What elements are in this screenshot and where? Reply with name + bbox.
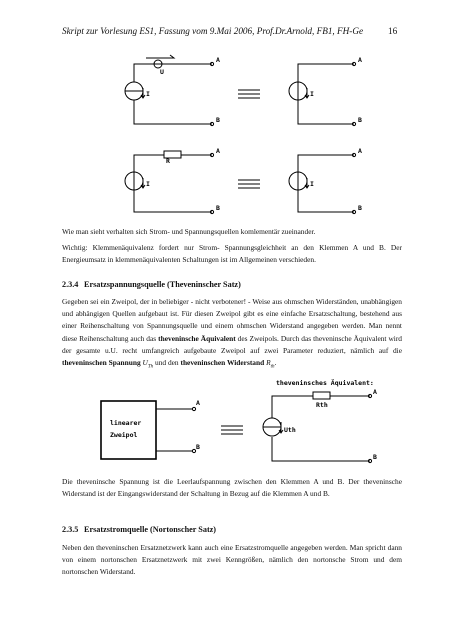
symbol-uth-sub: Th <box>147 364 154 370</box>
text-thevenin-definition: Die theveninsche Spannung ist die Leerlaufspannung zwischen den Klemmen A und B. Der theveninsche Widerstand ist der Eingangswiderstand der Schaltung in Bezug auf die Klemmen A und B. <box>62 477 402 499</box>
paragraph-thevenin-definition <box>62 476 402 500</box>
node-b-lt: B <box>216 116 220 124</box>
text-complementary: Wie man sieht verhalten sich Strom- und Spannungsquellen komlementär zueinander. <box>62 227 316 236</box>
text-and: und den <box>155 358 179 368</box>
node-a-box: A <box>196 399 200 407</box>
label-i-rb: I <box>310 180 314 188</box>
symbol-rth: R <box>266 358 271 368</box>
label-i-lb: I <box>146 180 150 188</box>
section-number-norton: 2.3.5 <box>62 525 79 534</box>
term-thevenin-resistance: theveninschen Widerstand <box>180 358 265 368</box>
label-u: U <box>160 68 164 76</box>
node-b-lb: B <box>216 204 220 212</box>
page-number: 16 <box>388 26 398 36</box>
text-thevenin-mid: des Zweipols. Durch das theveninsche Äquivalent wird der gesamte u.U. recht umfangreich aufgebaute Zweipol auf zwei Parameter reduziert, nämlich auf die <box>62 333 402 355</box>
section-heading-norton <box>62 525 216 534</box>
label-uth: Uth <box>284 426 296 434</box>
text-thevenin-intro: Gegeben sei ein Zweipol, der in beliebiger - nicht verbotener! - Weise aus ohmschen Widerständen, unabhängigen und abhängigen Quellen aufgebaut ist. Für diesen Zweipol gibt es eine einfache Ersatzschaltung, bestehend aus einer Reihenschaltung von Spannungsquelle und einem ohmschen Widerstand angegeben werden. Man nennt diese Reihenschaltung auch das <box>62 297 402 343</box>
label-i-rt: I <box>310 90 314 98</box>
node-b-box: B <box>196 443 200 451</box>
node-b-rt: B <box>358 116 362 124</box>
node-a-rb: A <box>358 147 362 155</box>
equiv-title: theveninsches Äquivalent: <box>276 379 374 387</box>
label-r: R <box>166 157 170 165</box>
node-a-rt: A <box>358 56 362 64</box>
section-number: 2.3.4 <box>62 280 79 289</box>
term-thevenin-voltage: theveninschen Spannung <box>62 358 141 368</box>
symbol-rth-sub: th <box>270 364 275 370</box>
node-a-lb: A <box>216 147 220 155</box>
paragraph-norton <box>62 542 402 579</box>
node-b-equiv: B <box>373 453 377 461</box>
node-b-rb: B <box>358 204 362 212</box>
box-label-line2: Zweipol <box>110 431 138 439</box>
page-header: Skript zur Vorlesung ES1, Fassung vom 9.Mai 2006, Prof.Dr.Arnold, FB1, FH-Ge <box>62 26 364 36</box>
node-a-equiv: A <box>373 388 377 396</box>
section-title-norton: Ersatzstromquelle (Nortonscher Satz) <box>84 525 217 534</box>
term-thevenin-equivalent: theveninsche Äquivalent <box>158 333 236 343</box>
text-terminal-equivalence: Wichtig: Klemmenäquivalenz fordert nur Strom- Spannungsgleichheit an den Klemmen A und B. Der Energieumsatz in klemmenäquivalenten Schaltungen ist im Allgemeinen verschieden. <box>62 243 402 265</box>
node-a-lt: A <box>216 56 220 64</box>
label-i-lt: I <box>146 90 150 98</box>
text-norton: Neben den theveninschen Ersatznetzwerk kann auch eine Ersatzstromquelle angegeben werden. Man spricht dann von einem nortonschen Ersatznetzwerk mit zwei Kenngrößen, nämlich den nortonsche Strom und dem nortonschen Widerstand. <box>62 543 402 577</box>
label-rth: Rth <box>316 401 328 409</box>
box-label-line1: linearer <box>110 419 142 427</box>
text-end: . <box>274 358 277 368</box>
section-title: Ersatzspannungsquelle (Theveninscher Satz) <box>84 280 241 289</box>
symbol-uth: U <box>142 358 148 368</box>
